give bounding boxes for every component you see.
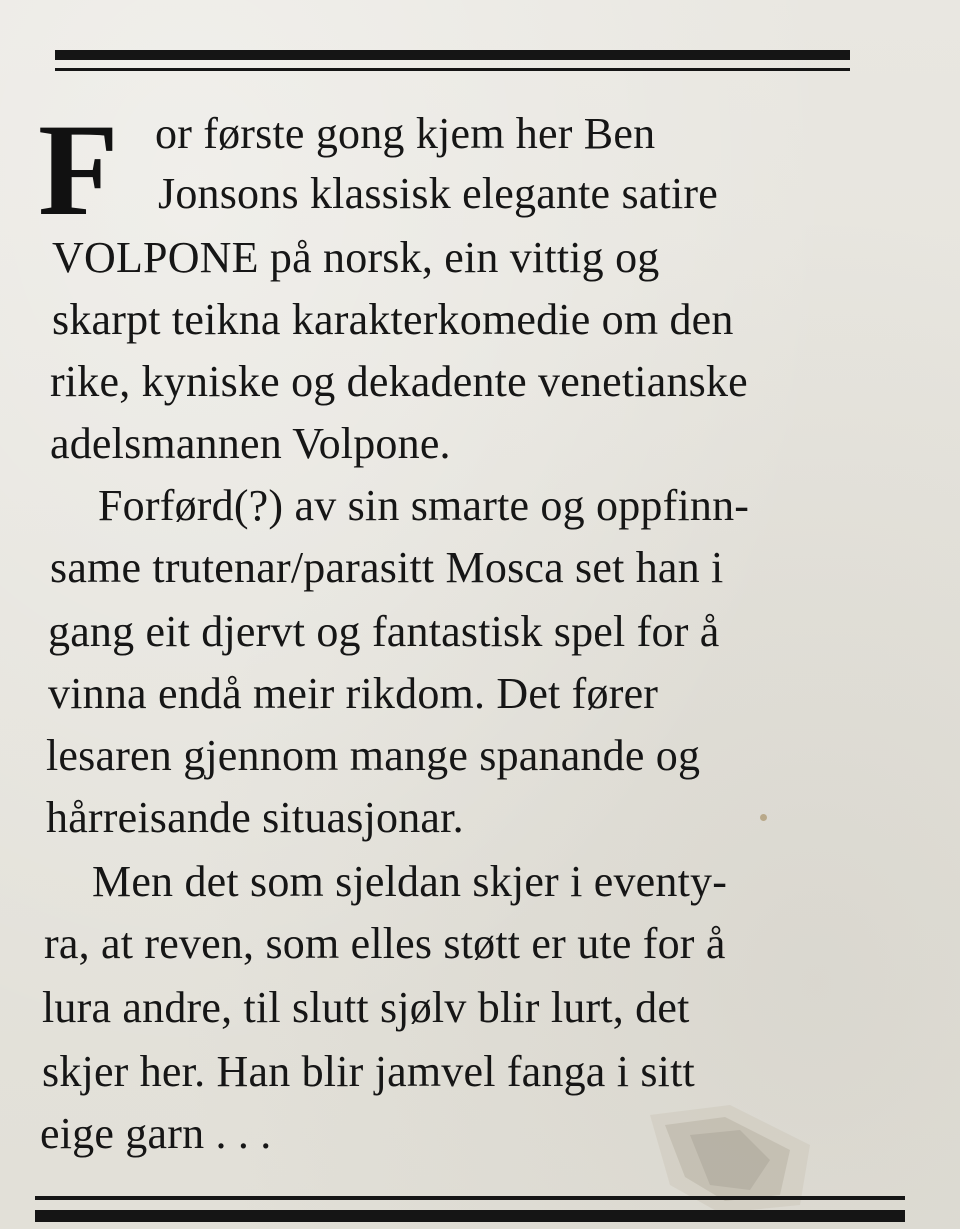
- text-line: skjer her. Han blir jamvel fanga i sitt: [42, 1047, 695, 1096]
- text-line: ra, at reven, som elles støtt er ute for å: [44, 919, 726, 968]
- text-line: hårreisande situasjonar.: [46, 793, 464, 842]
- text-line: vinna endå meir rikdom. Det fører: [48, 669, 659, 718]
- text-line: or første gong kjem her Ben: [155, 109, 656, 158]
- text-line: eige garn . . .: [40, 1109, 272, 1158]
- text-line: gang eit djervt og fantastisk spel for å: [48, 607, 720, 656]
- text-line: rike, kyniske og dekadente venetianske: [50, 357, 748, 406]
- text-line: same trutenar/parasitt Mosca set han i: [50, 543, 724, 592]
- drop-cap: F: [38, 96, 119, 243]
- text-line: lesaren gjennom mange spanande og: [46, 731, 701, 780]
- bottom-rule-thick: [35, 1210, 905, 1222]
- paper-speck: [760, 814, 767, 821]
- top-rule-thick: [55, 50, 850, 60]
- top-rule-thin: [55, 68, 850, 71]
- text-line: Jonsons klassisk elegante satire: [158, 169, 718, 218]
- text-line: skarpt teikna karakterkomedie om den: [52, 295, 734, 344]
- text-line: Forførd(?) av sin smarte og oppfinn-: [98, 481, 750, 530]
- text-line: adelsmannen Volpone.: [50, 419, 451, 468]
- text-line: lura andre, til slutt sjølv blir lurt, det: [42, 983, 690, 1032]
- text-line: Men det som sjeldan skjer i eventy-: [92, 857, 728, 906]
- text-line: VOLPONE på norsk, ein vittig og: [52, 233, 660, 282]
- bottom-rule-thin: [35, 1196, 905, 1200]
